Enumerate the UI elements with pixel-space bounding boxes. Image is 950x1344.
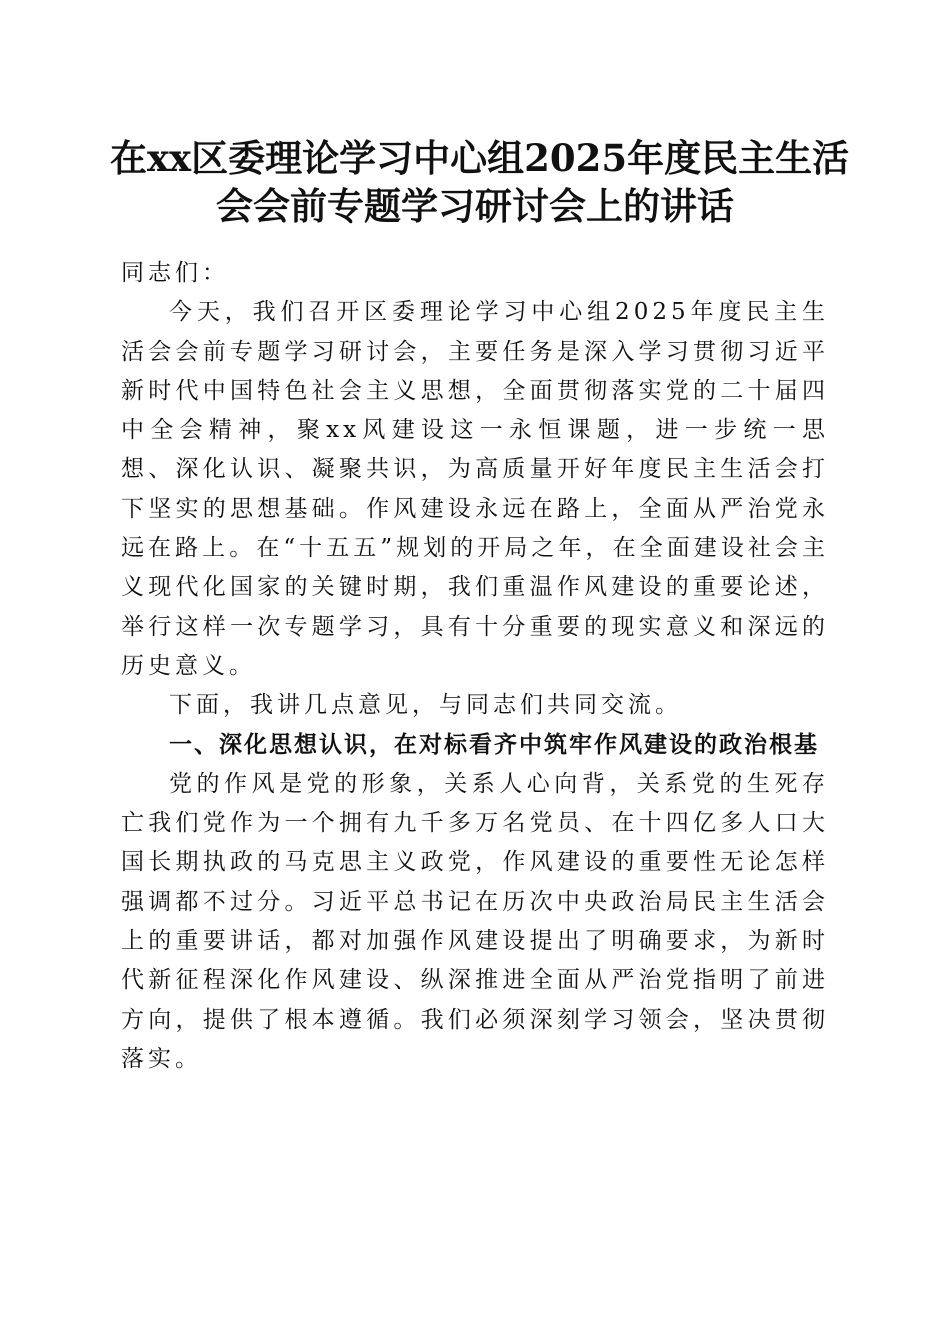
section-heading-1: 一、深化思想认识，在对标看齐中筑牢作风建设的政治根基 <box>169 731 819 758</box>
salutation: 同志们： <box>121 260 229 286</box>
document-title <box>110 134 850 230</box>
intro-paragraph: 今天，我们召开区委理论学习中心组2025年度民主生活会会前专题学习研讨会，主要任务是深入学习贯彻习近平新时代中国特色社会主义思想，全面贯彻落实党的二十届四中全会精神，聚xx风建设这一永恒课题，进一步统一思想、深化认识、凝聚共识，为高质量开好年度民主生活会打下坚实的思想基础。作风建设永远在路上，全面从严治党永远在路上。在“十五五”规划的开局之年，在全面建设社会主义现代化国家的关键时期，我们重温作风建设的重要论述，举行这样一次专题学习，具有十分重要的现实意义和深远的历史意义。 <box>121 299 829 679</box>
section-1-paragraph: 党的作风是党的形象，关系人心向背，关系党的生死存亡我们党作为一个拥有九千多万名党员、在十四亿多人口大国长期执政的马克思主义政党，作风建设的重要性无论怎样强调都不过分。习近平总书记在历次中央政治局民主生活会上的重要讲话，都对加强作风建设提出了明确要求，为新时代新征程深化作风建设、纵深推进全面从严治党指明了前进方向，提供了根本遵循。我们必须深刻学习领会，坚决贯彻落实。 <box>121 770 829 1072</box>
transition-paragraph: 下面，我讲几点意见，与同志们共同交流。 <box>169 692 682 719</box>
title-line-2: 会会前专题学习研讨会上的讲话 <box>216 184 734 228</box>
title-line-1: 在xx区委理论学习中心组2025年度民主生活 <box>110 136 850 180</box>
document-body <box>121 254 829 1079</box>
